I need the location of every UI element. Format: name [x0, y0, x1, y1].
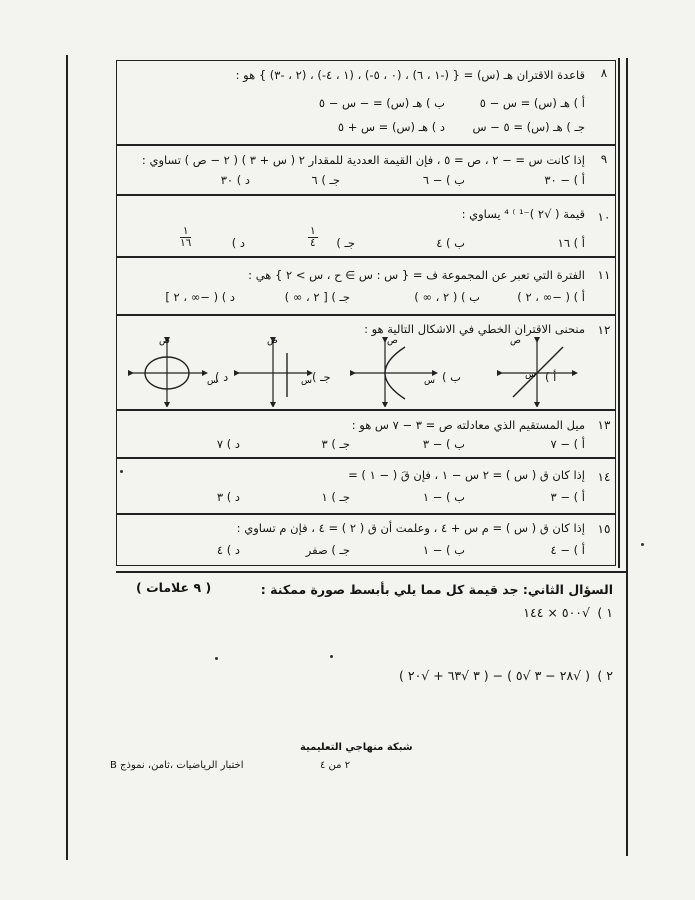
question-text: إذا كان ق ( س ) = م س + ٤ ، وعلمت أن ق ( ٢ ) = ٤ ، فإن م تساوي :: [236, 521, 585, 535]
part2-item-expr: √٥٠٠ × ١٤٤: [523, 605, 590, 620]
option-b: ب ) − ٦: [422, 173, 465, 187]
question-text: ميل المستقيم الذي معادلته ص = ٣ − ٧ س هو :: [351, 418, 585, 432]
question-box-11: [116, 257, 616, 315]
scan-speck: [120, 470, 123, 473]
fraction-d: ١ ١٦: [180, 225, 192, 249]
option-d: د ): [215, 370, 229, 384]
option-d: د ): [231, 236, 245, 250]
svg-text:س: س: [301, 376, 312, 386]
option-c: جـ ) ١: [321, 490, 350, 504]
question-text: الفترة التي تعبر عن المجموعة ف = { س : س ∋ ح ، س > ٢ } هي :: [248, 268, 585, 282]
option-a: أ ) ١٦: [557, 236, 585, 250]
option-b: ب ) ( ٢ ، ∞ ): [414, 290, 480, 304]
option-b: ب ) هـ (س) = − س − ٥: [318, 96, 445, 110]
graph-c-vertical-line: [237, 336, 312, 405]
scan-speck: [215, 657, 218, 660]
option-c: جـ ) هـ (س) = ٥ − س: [472, 120, 585, 134]
footer-exam: اختبار الرياضيات ،ثامن، نموذج B: [110, 760, 244, 771]
page-border-left: [66, 55, 68, 860]
footer-page: ٢ من ٤: [320, 760, 351, 771]
option-d: د ) ٧: [216, 437, 240, 451]
question-number: ٨: [600, 66, 608, 80]
option-c: جـ ): [312, 370, 331, 384]
option-d: د ) ٣: [216, 490, 240, 504]
option-b: ب ): [442, 370, 461, 384]
question-number: ١٢: [597, 323, 611, 337]
question-number: ١١: [597, 268, 611, 282]
option-b: ب ) − ١: [422, 543, 465, 557]
graph-b-parabola: [353, 336, 435, 405]
option-d: د ) ٣٠: [220, 173, 250, 187]
option-c: جـ ) [ ٢ ، ∞ ): [284, 290, 350, 304]
option-a: أ ) − ٧: [550, 437, 585, 451]
part2-item-expr: ( √٢٨ − ٣ √٥ ) − ( ٣ √٦٣ + √٢٠ ): [399, 668, 590, 683]
q12-graphs: [125, 335, 595, 407]
question-number: ١٥: [597, 522, 611, 536]
option-b: ب ) ٤: [436, 236, 465, 250]
option-c: جـ ) ٣: [321, 437, 350, 451]
question-number: ٩: [600, 152, 608, 166]
question-text: قاعدة الاقتران هـ (س) = { (-١ ، ٦) ، (٠ ، ٥-) ، (١ ، ٤-) ، (٢ ، -٣) } هو :: [235, 68, 585, 82]
svg-text:س: س: [424, 376, 435, 386]
part2-item-label: ١ ): [597, 605, 613, 620]
part2-title: السؤال الثاني: جد قيمة كل مما يلي بأبسط صورة ممكنة :: [260, 582, 613, 597]
section-divider: [116, 571, 626, 573]
svg-text:ص: ص: [387, 336, 398, 346]
option-a: أ ) − ٤: [550, 543, 585, 557]
question-number: ١٠: [597, 210, 611, 224]
part2-item-label: ٢ ): [597, 668, 613, 683]
scan-speck: [641, 543, 644, 546]
question-text: قيمة ( √٢ )⁻¹ ⁾ ⁴ يساوي :: [461, 207, 585, 221]
svg-text:ص: ص: [159, 336, 170, 346]
graph-d-ellipse: [131, 336, 218, 405]
option-a: أ ) ( −∞ ، ٢ ): [517, 290, 585, 304]
option-b: ب ) − ٣: [422, 437, 465, 451]
question-text: إذا كان ق ( س ) = ٢ س − ١ ، فإن قَ ( − ١ ) =: [348, 468, 585, 482]
question-number: ١٤: [597, 470, 611, 484]
question-text: منحنى الاقتران الخطي في الاشكال التالية هو :: [364, 322, 585, 336]
page-border-right-outer: [626, 58, 628, 856]
svg-text:س: س: [207, 376, 218, 386]
svg-text:س: س: [525, 370, 536, 380]
part2-marks: ( ٩ علامات ): [136, 580, 212, 595]
question-text: إذا كانت س = − ٢ ، ص = ٥ ، فإن القيمة العددية للمقدار ٢ ( س + ٣ ) ( ٢ − ص ) تساوي :: [141, 153, 585, 167]
graph-a-line: [500, 336, 575, 405]
option-a: أ ) − ٣٠: [544, 173, 585, 187]
svg-text:ص: ص: [267, 336, 278, 346]
fraction-c: ١ ٤: [310, 225, 316, 249]
svg-text:ص: ص: [510, 336, 521, 346]
option-d: د ) ٤: [216, 543, 240, 557]
option-d: د ) ( −∞ ، ٢ ]: [165, 290, 235, 304]
page-border-right-inner: [618, 58, 620, 568]
option-d: د ) هـ (س) = س + ٥: [337, 120, 445, 134]
footer-network: شبكة منهاجي التعليمية: [300, 742, 413, 753]
option-c: جـ ) ٦: [311, 173, 340, 187]
option-c: جـ ): [336, 236, 355, 250]
option-a: أ ) − ٣: [550, 490, 585, 504]
option-c: جـ ) صفر: [305, 543, 350, 557]
question-number: ١٣: [597, 418, 611, 432]
option-b: ب ) − ١: [422, 490, 465, 504]
question-box-14: [116, 458, 616, 514]
option-a: أ ) هـ (س) = س − ٥: [479, 96, 585, 110]
option-a: أ ): [545, 370, 557, 384]
scan-speck: [330, 655, 333, 658]
